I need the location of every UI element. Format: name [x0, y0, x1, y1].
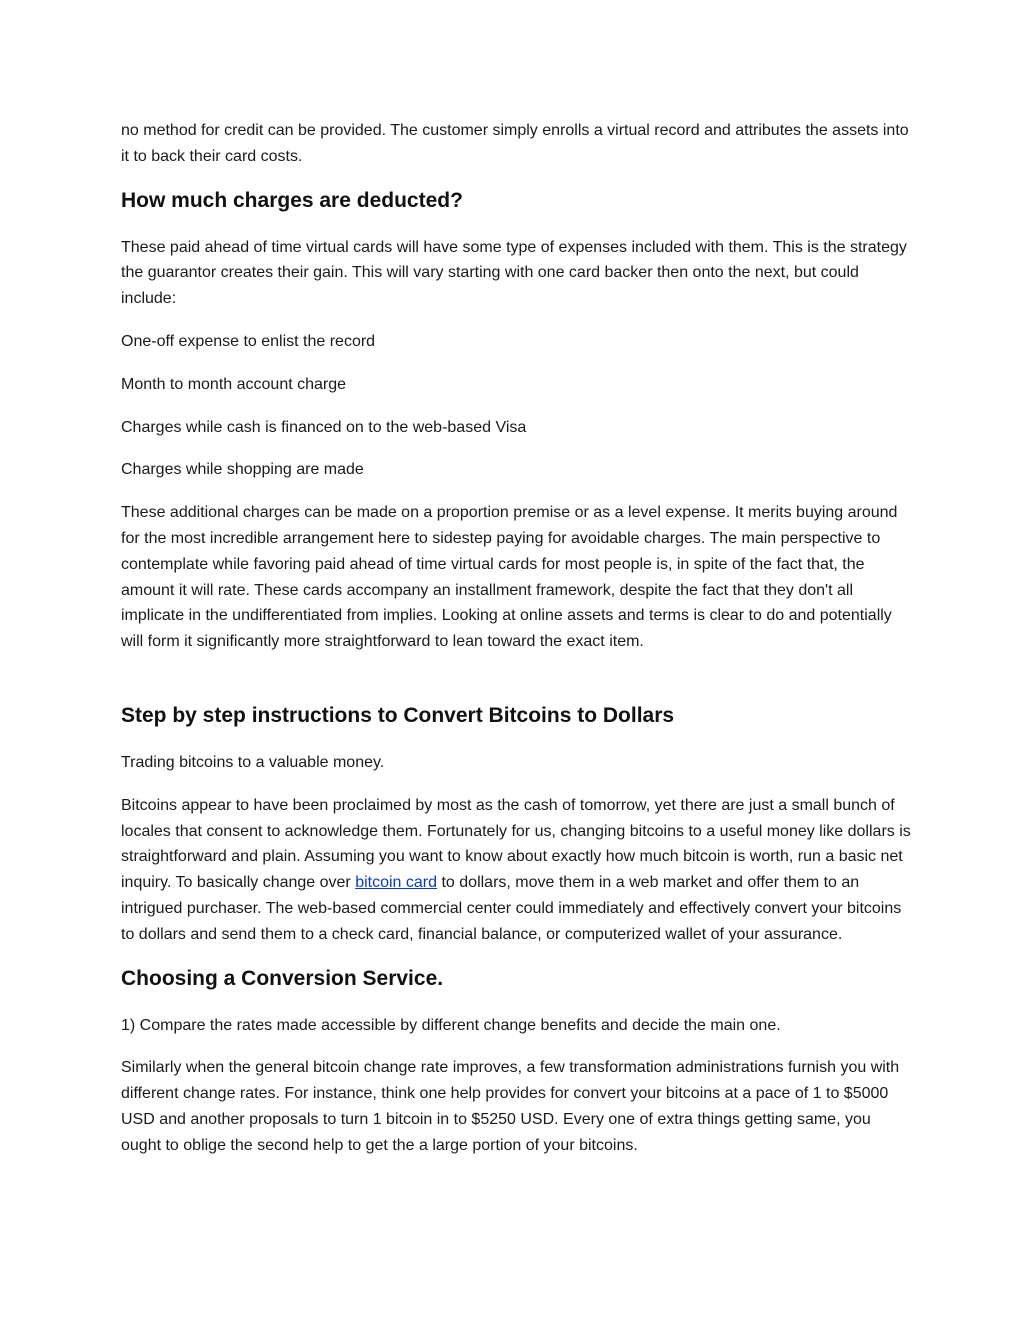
charges-paragraph-1: These paid ahead of time virtual cards will have some type of expenses included with them. This is the strategy the guarantor creates their gain. This will vary starting with one card backer then onto the next, but could include: — [121, 238, 907, 308]
convert-text-before-link: Bitcoins appear to have been proclaimed by most as the cash of tomorrow, yet there are just a small bunch of locales that consent to acknowledge them. Fortunately for us, changing bitcoins to a useful money like dollars is straightforward and plain. Assuming you want to know about exactly how much bitcoin is worth, run a basic net inquiry. To basically change over — [121, 796, 911, 892]
convert-text-after-link: to dollars, move them in a web market and offer them to an intrigued purchaser. The web-based commercial center could immediately and effectively convert your bitcoins to dollars and send them to a check card, financial balance, or computerized wallet of your assurance. — [121, 874, 902, 943]
charges-paragraph-2: These additional charges can be made on a proportion premise or as a level expense. It merits buying around for the most incredible arrangement here to sidestep paying for avoidable charges. The main perspective to contemplate while favoring paid ahead of time virtual cards for most people is, in spite of the fact that, the amount it will rate. These cards accompany an installment framework, despite the fact that they don't all implicate in the undifferentiated from implies. Looking at online assets and terms is clear to do and potentially will form it significantly more straightforward to lean toward the exact item. — [121, 504, 898, 651]
bitcoin-card-link[interactable]: bitcoin card — [355, 874, 438, 892]
intro-paragraph: no method for credit can be provided. The customer simply enrolls a virtual record and attributes the assets into it to back their card costs. — [121, 122, 909, 165]
convert-paragraph-2 — [121, 793, 911, 948]
service-paragraph-1: 1) Compare the rates made accessible by different change benefits and decide the main one. — [121, 1016, 781, 1034]
service-paragraph-2: Similarly when the general bitcoin change rate improves, a few transformation administrations furnish you with different change rates. For instance, think one help provides for convert your bitcoins at a pace of 1 to $5000 USD and another proposals to turn 1 bitcoin in to $5250 USD. Every one of extra things getting same, you ought to oblige the second help to get the a large portion of your bitcoins. — [121, 1059, 900, 1154]
convert-paragraph-1: Trading bitcoins to a valuable money. — [121, 753, 385, 771]
charges-list-item: Charges while cash is financed on to the web-based Visa — [121, 418, 527, 436]
heading-convert: Step by step instructions to Convert Bitcoins to Dollars — [121, 703, 675, 727]
heading-charges: How much charges are deducted? — [121, 188, 463, 212]
document-page — [121, 118, 911, 1176]
heading-service: Choosing a Conversion Service. — [121, 966, 444, 990]
charges-list-item: Month to month account charge — [121, 375, 347, 393]
charges-list-item: Charges while shopping are made — [121, 461, 364, 479]
charges-list-item: One-off expense to enlist the record — [121, 332, 376, 350]
